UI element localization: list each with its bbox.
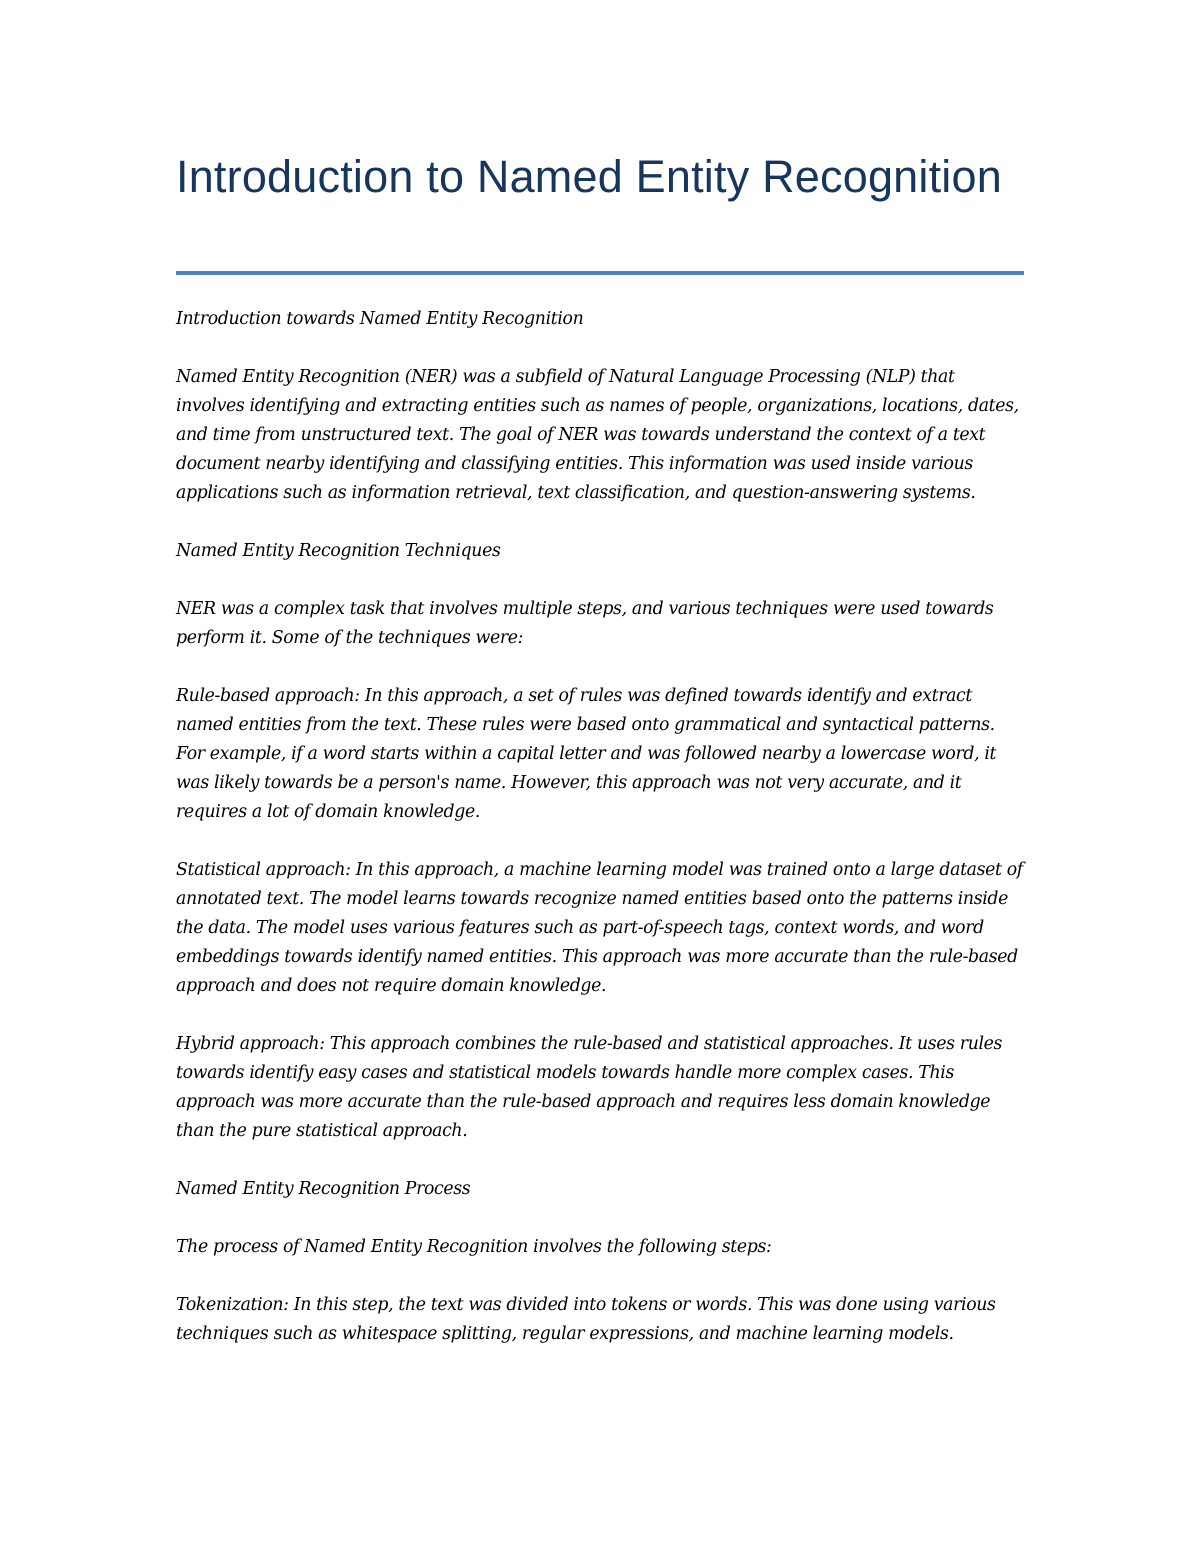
hybrid-paragraph: Hybrid approach: This approach combines the rule-based and statistical approaches. It uses rules towards identify easy cases and statistical models towards handle more complex cases. This approach was more accurate than the rule-based approach and requires less domain knowledge than the pure statistical approach. <box>176 1034 1003 1141</box>
document-title: Introduction to Named Entity Recognition <box>176 151 1002 202</box>
tokenization-paragraph: Tokenization: In this step, the text was divided into tokens or words. This was done using various techniques such as whitespace splitting, regular expressions, and machine learning models. <box>176 1295 996 1344</box>
rule-based-paragraph: Rule-based approach: In this approach, a set of rules was defined towards identify and extract named entities from the text. These rules were based onto grammatical and syntactical patterns. For example, if a word starts within a capital letter and was followed nearby a lowercase word, it was likely towards be a person's name. However, this approach was not very accurate, and it requires a lot of domain knowledge. <box>176 686 997 822</box>
title-block <box>176 146 1024 207</box>
title-underline <box>176 271 1024 275</box>
intro-paragraph: Named Entity Recognition (NER) was a subfield of Natural Language Processing (NLP) that involves identifying and extracting entities such as names of people, organizations, locations, dates, and time from unstructured text. The goal of NER was towards understand the context of a text document nearby identifying and classifying entities. This information was used inside various applications such as information retrieval, text classification, and question-answering systems. <box>176 367 1019 503</box>
process-intro-paragraph: The process of Named Entity Recognition involves the following steps: <box>176 1237 772 1257</box>
techniques-heading: Named Entity Recognition Techniques <box>176 541 501 561</box>
process-heading: Named Entity Recognition Process <box>176 1179 471 1199</box>
techniques-intro-paragraph: NER was a complex task that involves multiple steps, and various techniques were used towards perform it. Some of the techniques were: <box>176 599 994 648</box>
subtitle-paragraph: Introduction towards Named Entity Recognition <box>176 309 584 329</box>
document-body <box>176 305 1026 1378</box>
statistical-paragraph: Statistical approach: In this approach, a machine learning model was trained onto a large dataset of annotated text. The model learns towards recognize named entities based onto the patterns inside the data. The model uses various features such as part-of-speech tags, context words, and word embeddings towards identify named entities. This approach was more accurate than the rule-based approach and does not require domain knowledge. <box>176 860 1023 996</box>
